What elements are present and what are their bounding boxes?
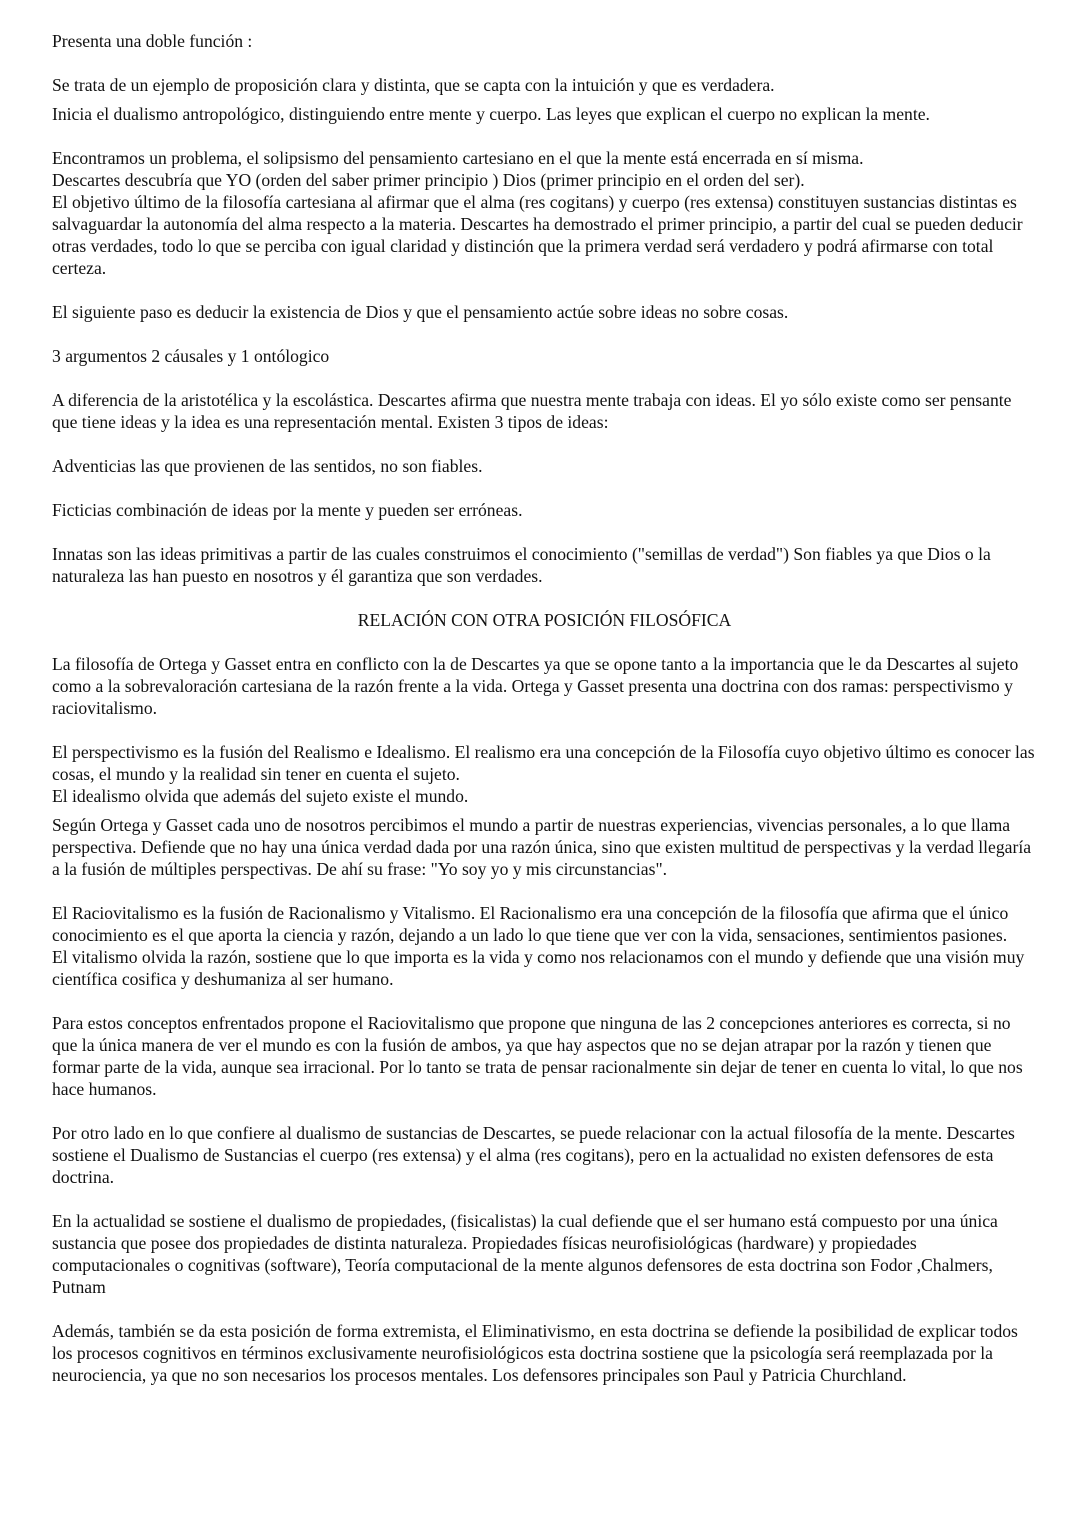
paragraph-vitalismo: El vitalismo olvida la razón, sostiene que lo que importa es la vida y como nos relacionamos con el mundo y defiende que una visión muy científica cosifica y deshumaniza al ser humano. (52, 947, 1025, 989)
paragraph-solipsism: Encontramos un problema, el solipsismo del pensamiento cartesiano en el que la mente está encerrada en sí misma. (52, 148, 864, 168)
paragraph-perspectivismo: El perspectivismo es la fusión del Realismo e Idealismo. El realismo era una concepción de la Filosofía cuyo objetivo último es conocer las cosas, el mundo y la realidad sin tener en cuenta el sujeto. (52, 742, 1035, 784)
section-heading: RELACIÓN CON OTRA POSICIÓN FILOSÓFICA (357, 610, 732, 630)
paragraph-eliminativismo: Además, también se da esta posición de forma extremista, el Eliminativismo, en esta doctrina se defiende la posibilidad de explicar todos los procesos cognitivos en términos exclusivamente neurofisiológicos esta doctrina sostiene que la psicología será reemplazada por la neurociencia, ya que no son necesarios los procesos mentales. Los defensores principales son Paul y Patricia Churchland. (52, 1321, 1018, 1385)
paragraph-next-step: El siguiente paso es deducir la existencia de Dios y que el pensamiento actúe sobre ideas no sobre cosas. (52, 302, 789, 322)
paragraph-innatas: Innatas son las ideas primitivas a partir de las cuales construimos el conocimiento ("semillas de verdad") Son fiables ya que Dios o la naturaleza las han puesto en nosotros y él garantiza que son verdades. (52, 544, 991, 586)
paragraph-filosofia-mente: Por otro lado en lo que confiere al dualismo de sustancias de Descartes, se puede relacionar con la actual filosofía de la mente. Descartes sostiene el Dualismo de Sustancias el cuerpo (res extensa) y el alma (res cogitans), pero en la actualidad no existen defensores de esta doctrina. (52, 1123, 1015, 1187)
paragraph-yo-dios: Descartes descubría que YO (orden del saber primer principio ) Dios (primer principio en el orden del ser). (52, 170, 805, 190)
paragraph-ortega: La filosofía de Ortega y Gasset entra en conflicto con la de Descartes ya que se opone tanto a la importancia que le da Descartes al sujeto como a la sobrevaloración cartesiana de la razón frente a la vida. Ortega y Gasset presenta una doctrina con dos ramas: perspectivismo y raciovitalismo. (52, 654, 1019, 718)
paragraph-idealismo: El idealismo olvida que además del sujeto existe el mundo. (52, 786, 469, 806)
paragraph-arguments: 3 argumentos 2 cáusales y 1 ontólogico (52, 346, 330, 366)
paragraph-perspectiva: Según Ortega y Gasset cada uno de nosotros percibimos el mundo a partir de nuestras experiencias, vivencias personales, a lo que llama perspectiva. Defiende que no hay una única verdad dada por una razón única, sino que existen multitud de perspectivas y la verdad llegaría a la fusión de múltiples perspectivas. De ahí su frase: "Yo soy yo y mis circunstancias". (52, 815, 1032, 879)
intro-line: Presenta una doble función : (52, 31, 253, 51)
paragraph-ideas: A diferencia de la aristotélica y la escolástica. Descartes afirma que nuestra mente trabaja con ideas. El yo sólo existe como ser pensante que tiene ideas y la idea es una representación mental. Existen 3 tipos de ideas: (52, 390, 1012, 432)
paragraph-dualismo-propiedades: En la actualidad se sostiene el dualismo de propiedades, (fisicalistas) la cual defiende que el ser humano está compuesto por una única sustancia que posee dos propiedades de distinta naturaleza. Propiedades físicas neurofisiológicas (hardware) y propiedades computacionales o cognitivas (software), Teoría computacional de la mente algunos defensores de esta doctrina son Fodor ,Chalmers, Putnam (52, 1211, 998, 1297)
paragraph-clear-distinct: Se trata de un ejemplo de proposición clara y distinta, que se capta con la intuición y que es verdadera. (52, 75, 775, 95)
paragraph-ficticias: Ficticias combinación de ideas por la mente y pueden ser erróneas. (52, 500, 523, 520)
paragraph-objective: El objetivo último de la filosofía cartesiana al afirmar que el alma (res cogitans) y cuerpo (res extensa) constituyen sustancias distintas es salvaguardar la autonomía del alma respecto a la materia. Descartes ha demostrado el primer principio, a partir del cual se pueden deducir otras verdades, todo lo que se perciba con igual claridad y distinción que la primera verdad será verdadero y podrá afirmarse con total certeza. (52, 192, 1023, 278)
paragraph-adventicias: Adventicias las que provienen de las sentidos, no son fiables. (52, 456, 483, 476)
paragraph-dualism: Inicia el dualismo antropológico, distinguiendo entre mente y cuerpo. Las leyes que explican el cuerpo no explican la mente. (52, 104, 930, 124)
document-page (52, 30, 1037, 1386)
paragraph-raciovitalismo: El Raciovitalismo es la fusión de Racionalismo y Vitalismo. El Racionalismo era una concepción de la filosofía que afirma que el único conocimiento es el que aporta la ciencia y razón, dejando a un lado lo que tiene que ver con la vida, sensaciones, sentimientos pasiones. (52, 903, 1009, 945)
paragraph-propuesta: Para estos conceptos enfrentados propone el Raciovitalismo que propone que ninguna de las 2 concepciones anteriores es correcta, si no que la única manera de ver el mundo es con la fusión de ambos, ya que hay aspectos que no se dejan atrapar por la razón y tienen que formar parte de la vida, aunque sea irracional. Por lo tanto se trata de pensar racionalmente sin dejar de tener en cuenta lo vital, lo que nos hace humanos. (52, 1013, 1023, 1099)
